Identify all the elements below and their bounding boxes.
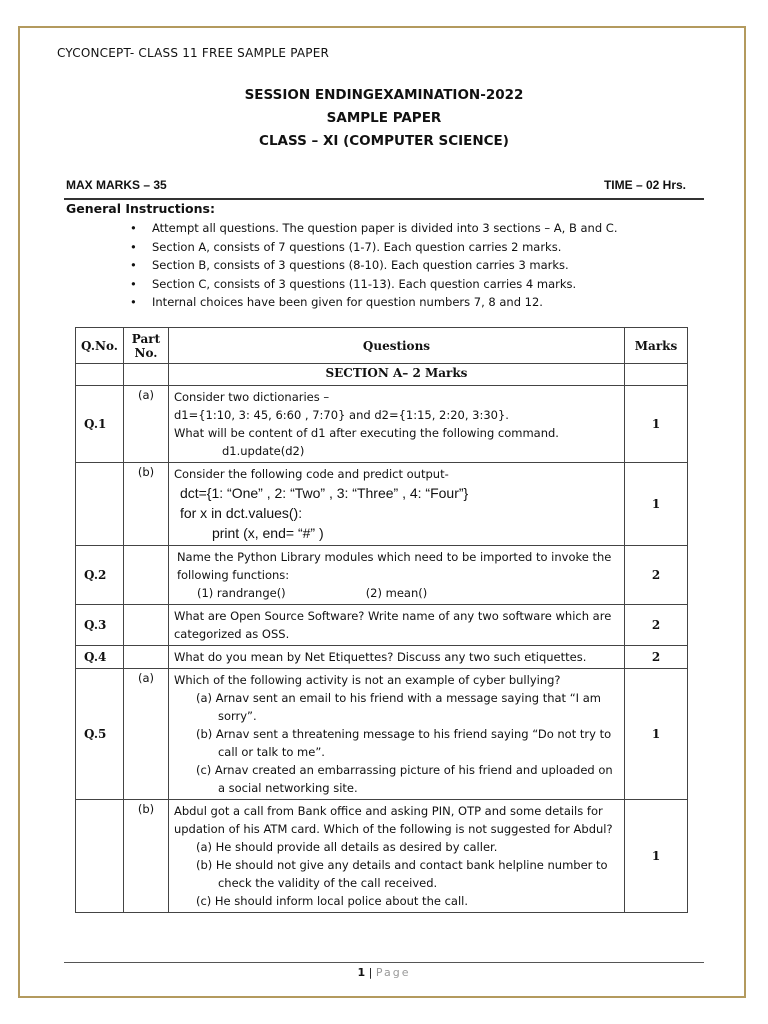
q1a-text [168, 386, 624, 463]
footer-separator: | [365, 966, 376, 979]
question-stem: Which of the following activity is not an example of cyber bullying? [173, 673, 561, 687]
code-line: dct={1: “One” , 2: “Two” , 3: “Three” , 4: “Four”} [179, 485, 469, 501]
option-item: (c) He should inform local police about the call. [195, 894, 468, 908]
page-label: Page [375, 966, 411, 979]
q5-number: Q.5 [76, 669, 124, 800]
option-item: (a) Arnav sent an email to his friend with a message saying that “I am sorry”. [195, 691, 601, 723]
q1a-marks: 1 [624, 386, 687, 463]
options-list [174, 838, 619, 910]
q4-marks: 2 [624, 646, 687, 669]
option-item: (a) He should provide all details as desired by caller. [195, 840, 498, 854]
instructions-list [130, 219, 618, 312]
table-row [76, 386, 688, 463]
footer-rule [64, 962, 704, 963]
q3-number: Q.3 [76, 605, 124, 646]
header-text: CYCONCEPT- CLASS 11 FREE SAMPLE PAPER [57, 46, 330, 60]
col-qno: Q.No. [76, 328, 124, 364]
page-footer [0, 966, 768, 979]
instruction-item: • Section C, consists of 3 questions (11-13). Each question carries 4 marks. [130, 275, 618, 294]
table-row [76, 605, 688, 646]
q5b-text [168, 800, 624, 913]
q5b-part: (b) [123, 800, 168, 913]
section-row [76, 364, 688, 386]
general-instructions-title: General Instructions: [66, 201, 215, 216]
question-stem: Abdul got a call from Bank office and asking PIN, OTP and some details for updation of his ATM card. Which of the following is not suggested for Abdul? [173, 804, 613, 836]
table-row [76, 463, 688, 546]
col-part: Part No. [123, 328, 168, 364]
q5a-text [168, 669, 624, 800]
q3-text: What are Open Source Software? Write name of any two software which are categorized as OSS. [168, 605, 624, 646]
q5a-marks: 1 [624, 669, 687, 800]
q1b-text [168, 463, 624, 546]
header-rule [64, 198, 704, 200]
q1a-part: (a) [123, 386, 168, 463]
page-number: 1 [357, 966, 366, 979]
max-marks: MAX MARKS – 35 [66, 178, 167, 192]
table-row [76, 669, 688, 800]
q1b-part: (b) [123, 463, 168, 546]
q5b-marks: 1 [624, 800, 687, 913]
q4-text: What do you mean by Net Etiquettes? Discuss any two such etiquettes. [168, 646, 624, 669]
q1b-marks: 1 [624, 463, 687, 546]
options-list [174, 689, 619, 797]
q3-marks: 2 [624, 605, 687, 646]
instruction-item: • Section A, consists of 7 questions (1-7). Each question carries 2 marks. [130, 238, 618, 257]
question-line: d1={1:10, 3: 45, 6:60 , 7:70} and d2={1:15, 2:20, 3:30}. [173, 408, 509, 422]
q1-number: Q.1 [76, 386, 124, 463]
q2-marks: 2 [624, 546, 687, 605]
option-item: (b) He should not give any details and contact bank helpline number to check the validity of the call received. [195, 858, 608, 890]
instruction-item: • Internal choices have been given for question numbers 7, 8 and 12. [130, 293, 618, 312]
question-line: d1.update(d2) [221, 444, 305, 458]
option-1: (1) randrange() [196, 586, 286, 600]
instruction-item: • Section B, consists of 3 questions (8-10). Each question carries 3 marks. [130, 256, 618, 275]
code-line: print (x, end= “#” ) [211, 525, 324, 541]
col-questions: Questions [168, 328, 624, 364]
code-line: for x in dct.values(): [179, 505, 303, 521]
table-row [76, 800, 688, 913]
option-2: (2) mean() [365, 586, 428, 600]
option-item: (c) Arnav created an embarrassing picture of his friend and uploaded on a social networking site. [195, 763, 613, 795]
question-line: Name the Python Library modules which need to be imported to invoke the following functions: [176, 550, 612, 582]
q4-number: Q.4 [76, 646, 124, 669]
option-item: (b) Arnav sent a threatening message to his friend saying “Do not try to call or talk to me”. [195, 727, 612, 759]
section-a-heading: SECTION A– 2 Marks [168, 364, 624, 386]
table-header-row [76, 328, 688, 364]
class-subject: CLASS – XI (COMPUTER SCIENCE) [259, 133, 509, 149]
exam-title: SESSION ENDINGEXAMINATION-2022 [244, 87, 524, 103]
q2-text [168, 546, 624, 605]
table-row [76, 646, 688, 669]
time-allowed: TIME – 02 Hrs. [603, 178, 686, 192]
paper-type: SAMPLE PAPER [326, 110, 442, 126]
question-line: Consider the following code and predict output- [173, 467, 449, 481]
instruction-item: • Attempt all questions. The question paper is divided into 3 sections – A, B and C. [130, 219, 618, 238]
question-table [75, 327, 688, 913]
table-row [76, 546, 688, 605]
question-line: What will be content of d1 after executing the following command. [173, 426, 559, 440]
question-line [177, 584, 619, 602]
col-marks: Marks [624, 328, 687, 364]
q5a-part: (a) [123, 669, 168, 800]
q2-number: Q.2 [76, 546, 124, 605]
question-line: Consider two dictionaries – [173, 390, 330, 404]
